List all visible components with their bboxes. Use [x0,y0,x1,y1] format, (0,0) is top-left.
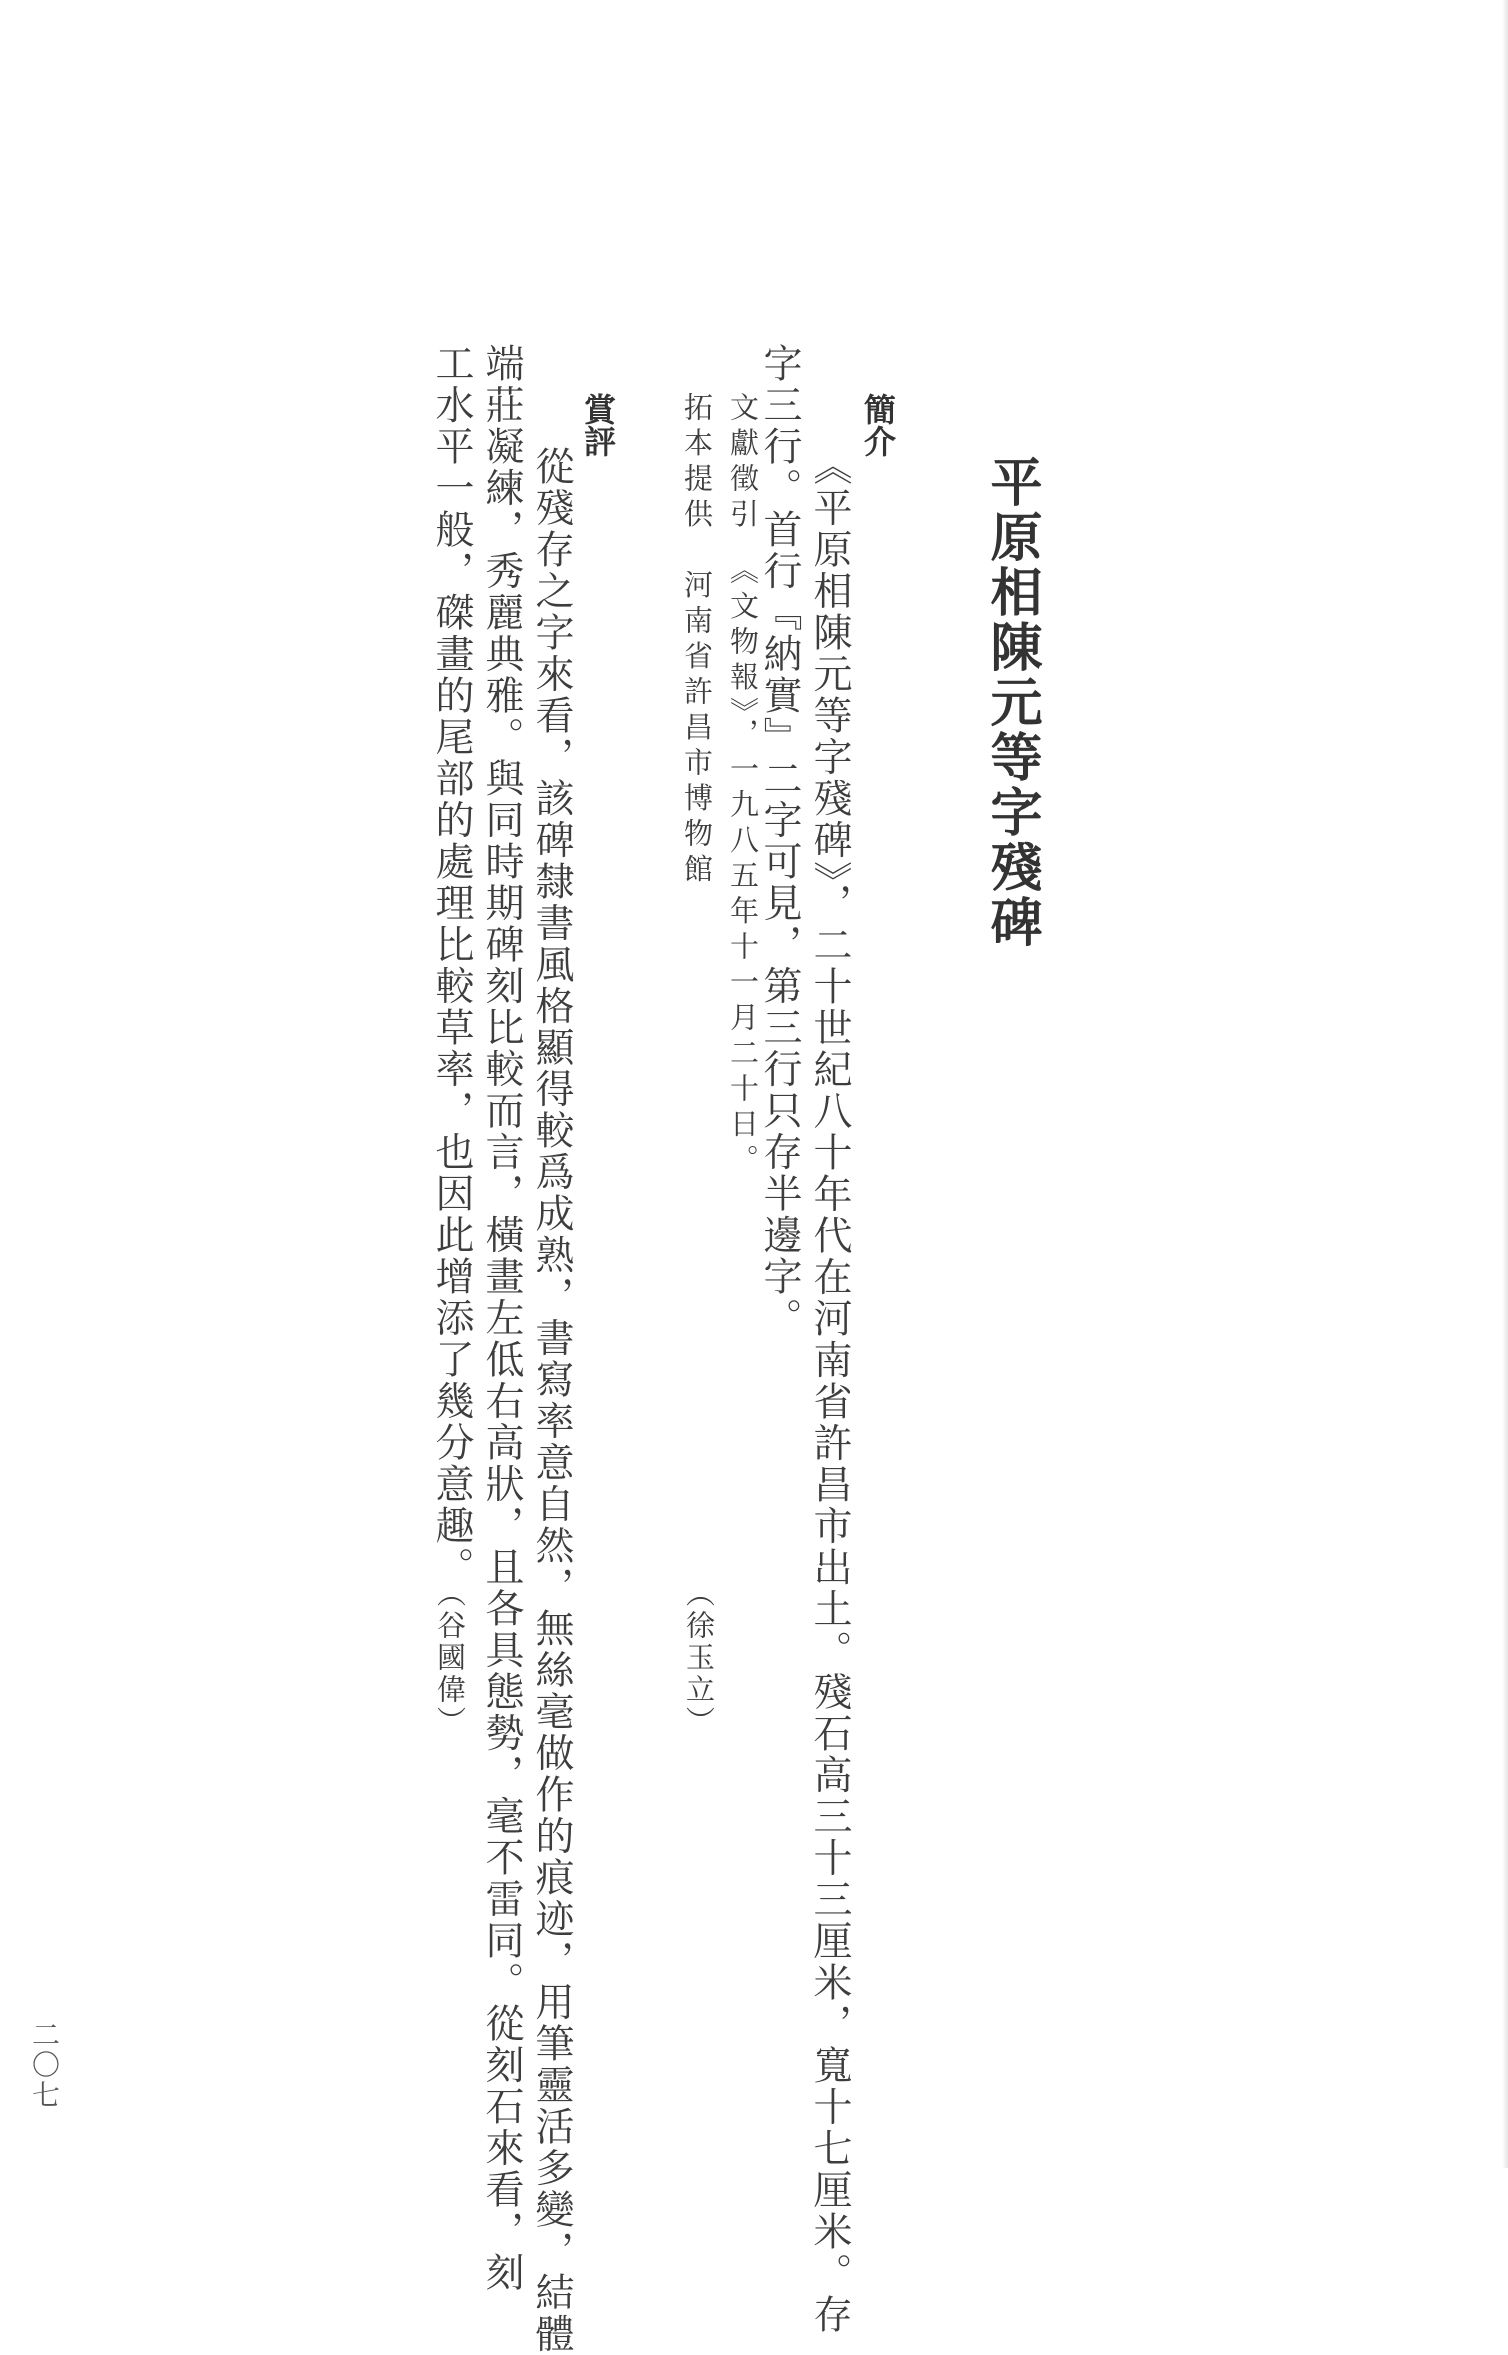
intro-heading: 簡介 [859,393,897,457]
intro-paragraph-line-1: 《平原相陳元等字殘碑》，二十世紀八十年代在河南省許昌市出土。殘石高三十三厘米，寬十七厘米。存 [807,446,852,2336]
literature-reference: 文獻徵引 《文物報》，一九八五年十一月二十日。 [726,392,760,1180]
page-title: 平原相陳元等字殘碑 [981,455,1042,950]
review-heading: 賞評 [579,393,617,457]
rubbing-source: 拓本提供 河南省許昌市博物館 [680,392,714,889]
page-edge-shadow [1502,0,1508,2168]
review-paragraph-line-2: 端莊凝練，秀麗典雅。與同時期碑刻比較而言，橫畫左低右高狀，且各具態勢，毫不雷同。從刻石來看，刻 [479,343,524,2294]
page-number: 二〇七 [28,2020,61,2110]
review-paragraph-line-3: 工水平一般，磔畫的尾部的處理比較草率，也因此增添了幾分意趣。 [429,343,474,1588]
intro-paragraph-line-2: 字三行。首行『納實』二字可見，第三行只存半邊字。 [757,343,802,1339]
intro-author: （徐玉立） [682,1578,716,1738]
review-author: （谷國偉） [433,1578,467,1738]
review-paragraph-line-1: 從殘存之字來看，該碑隸書風格顯得較爲成熟，書寫率意自然，無絲毫做作的痕迹，用筆靈活多變，結體 [529,446,574,2355]
